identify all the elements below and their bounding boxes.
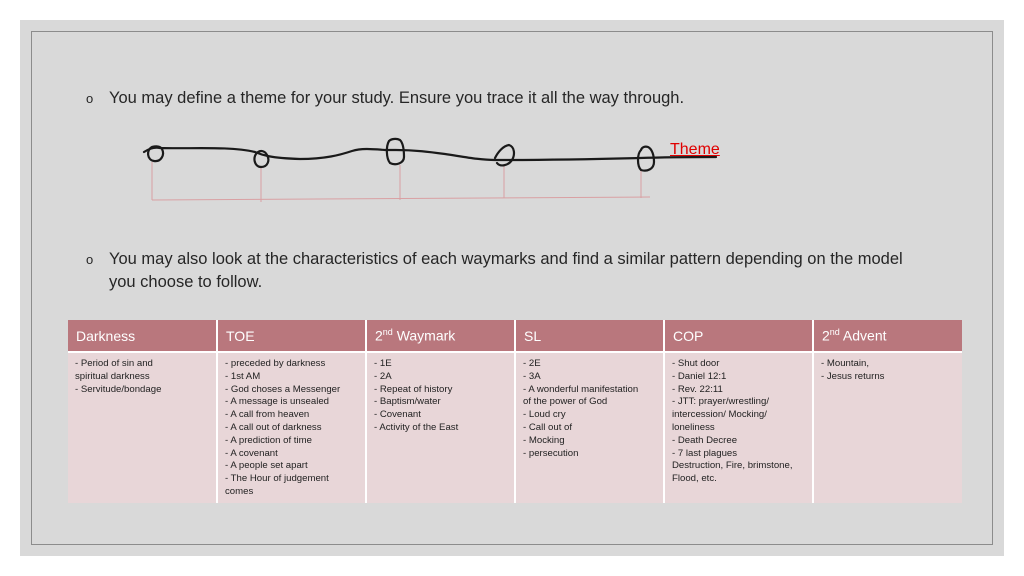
- cell-line: - 2E: [523, 358, 541, 369]
- cell-line: - Baptism/water: [374, 396, 441, 408]
- cell-line: - Activity of the East: [374, 421, 459, 433]
- table-header-row: [68, 320, 962, 352]
- cell-line: - Covenant: [374, 409, 421, 421]
- cell-line: - Mocking: [523, 434, 565, 446]
- cell-line: comes: [225, 485, 254, 497]
- cell-line: - A call from heaven: [225, 409, 310, 421]
- cell-line: - A prediction of time: [225, 434, 312, 446]
- cell-line: - Servitude/bondage: [75, 383, 162, 395]
- cell-toe: [217, 352, 366, 503]
- cell-line: - Repeat of history: [374, 383, 453, 395]
- cell-line: - A people set apart: [225, 460, 308, 472]
- cell-2nd-waymark: [366, 352, 515, 503]
- cell-line: - Death Decree: [672, 434, 738, 446]
- theme-label: Theme: [670, 141, 720, 158]
- header-2nd-advent: 2nd Advent: [813, 320, 962, 352]
- header-cop: COP: [664, 320, 813, 352]
- cell-line: - 3A: [523, 370, 541, 382]
- cell-line: - A message is unsealed: [225, 396, 329, 408]
- cell-line: - 2A: [374, 370, 392, 382]
- cell-line: - 1E: [374, 358, 392, 369]
- cell-line: - Rev. 22:11: [672, 383, 723, 395]
- cell-line: - Shut door: [672, 358, 720, 369]
- cell-line: - The Hour of judgement: [225, 473, 329, 485]
- cell-line: loneliness: [672, 421, 715, 433]
- cell-line: - Period of sin and: [75, 358, 153, 369]
- header-2nd-waymark: 2nd Waymark: [366, 320, 515, 352]
- bullet-marker-icon: o: [86, 252, 94, 267]
- cell-line: - 7 last plagues: [672, 447, 738, 459]
- cell-line: - A covenant: [225, 447, 278, 459]
- bullet-marker-icon: o: [86, 91, 94, 106]
- header-sl: SL: [515, 320, 664, 352]
- header-toe: TOE: [217, 320, 366, 352]
- bullet-text: You may also look at the characteristics of each waymarks and find a similar pattern depending on the model you choose to follow.: [109, 250, 903, 291]
- cell-line: - JTT: prayer/wrestling/: [672, 396, 770, 408]
- table-row: [68, 352, 962, 503]
- cell-line: - preceded by darkness: [225, 358, 326, 369]
- cell-line: - Daniel 12:1: [672, 370, 727, 382]
- cell-line: Flood, etc.: [672, 473, 717, 485]
- bullet-text: You may define a theme for your study. Ensure you trace it all the way through.: [109, 89, 685, 107]
- cell-line: - 1st AM: [225, 370, 261, 382]
- cell-line: - God choses a Messenger: [225, 383, 341, 395]
- cell-darkness: [68, 352, 217, 503]
- cell-2nd-advent: [813, 352, 962, 503]
- cell-line: - A wonderful manifestation: [523, 383, 639, 395]
- cell-line: of the power of God: [523, 396, 608, 408]
- cell-sl: [515, 352, 664, 503]
- cell-line: Destruction, Fire, brimstone,: [672, 460, 793, 472]
- cell-line: - persecution: [523, 447, 579, 459]
- cell-line: spiritual darkness: [75, 370, 150, 382]
- cell-line: - Call out of: [523, 421, 573, 433]
- cell-line: - A call out of darkness: [225, 421, 322, 433]
- cell-cop: [664, 352, 813, 503]
- cell-line: - Loud cry: [523, 409, 566, 421]
- cell-line: intercession/ Mocking/: [672, 409, 767, 421]
- header-darkness: Darkness: [68, 320, 217, 352]
- cell-line: - Jesus returns: [821, 370, 885, 382]
- bullet-characteristics: [86, 248, 919, 294]
- waymarks-table: [68, 320, 962, 503]
- cell-line: - Mountain,: [821, 358, 869, 369]
- bullet-theme: [86, 87, 919, 110]
